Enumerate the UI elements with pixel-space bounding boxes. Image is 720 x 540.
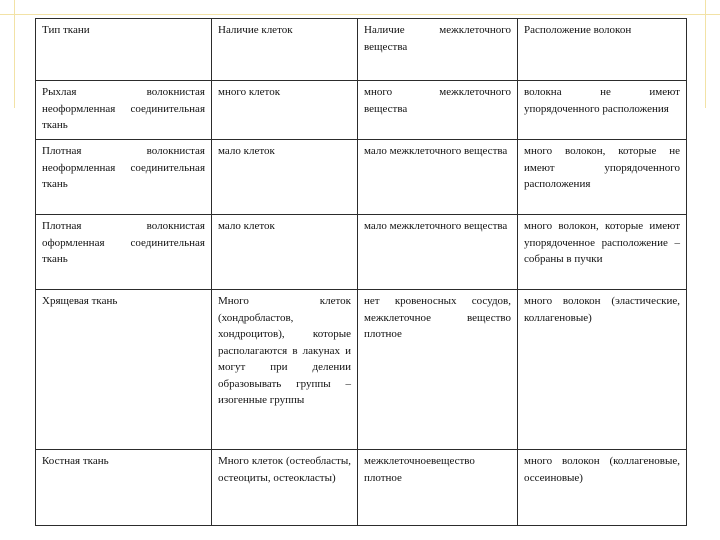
table-cell: много волокон (эластические, коллагеновые) [518,290,687,450]
table-cell: нет кровеносных сосудов, межклеточное вещество плотное [358,290,518,450]
background-guide-line [705,0,706,108]
table-cell: волокна не имеют упорядоченного расположения [518,81,687,140]
table-cell: Много клеток (остеобласты, остеоциты, остеокласты) [212,450,358,526]
table-header-row [36,19,687,81]
table-row [36,81,687,140]
background-guide-line [0,14,720,15]
table-cell: Плотная волокнистая оформленная соединительная ткань [36,215,212,290]
header-cell-cells: Наличие клеток [212,19,358,81]
table-cell: много волокон, которые имеют упорядоченное расположение – собраны в пучки [518,215,687,290]
table-cell: Рыхлая волокнистая неоформленная соединительная ткань [36,81,212,140]
table-cell: много волокон, которые не имеют упорядоченного расположения [518,140,687,215]
table-cell: Плотная волокнистая неоформленная соединительная ткань [36,140,212,215]
table-cell: мало межклеточного вещества [358,140,518,215]
table-cell: Много клеток (хондробластов, хондроцитов), которые располагаются в лакунах и могут при делении образовывать группы – изогенные группы [212,290,358,450]
table-row [36,450,687,526]
table-cell: много волокон (коллагеновые, оссеиновые) [518,450,687,526]
table-cell: межклеточноевещество плотное [358,450,518,526]
table-cell: много клеток [212,81,358,140]
table-cell: мало клеток [212,215,358,290]
header-cell-tissue-type: Тип ткани [36,19,212,81]
tissue-comparison-table [35,18,687,526]
table-cell: Хрящевая ткань [36,290,212,450]
table-cell: Костная ткань [36,450,212,526]
table-cell: много межклеточного вещества [358,81,518,140]
table-row [36,140,687,215]
table-row [36,290,687,450]
background-guide-line [14,0,15,108]
header-cell-fibers: Расположение волокон [518,19,687,81]
table-cell: мало межклеточного вещества [358,215,518,290]
header-cell-matrix: Наличие межклеточного вещества [358,19,518,81]
table-cell: мало клеток [212,140,358,215]
table-row [36,215,687,290]
